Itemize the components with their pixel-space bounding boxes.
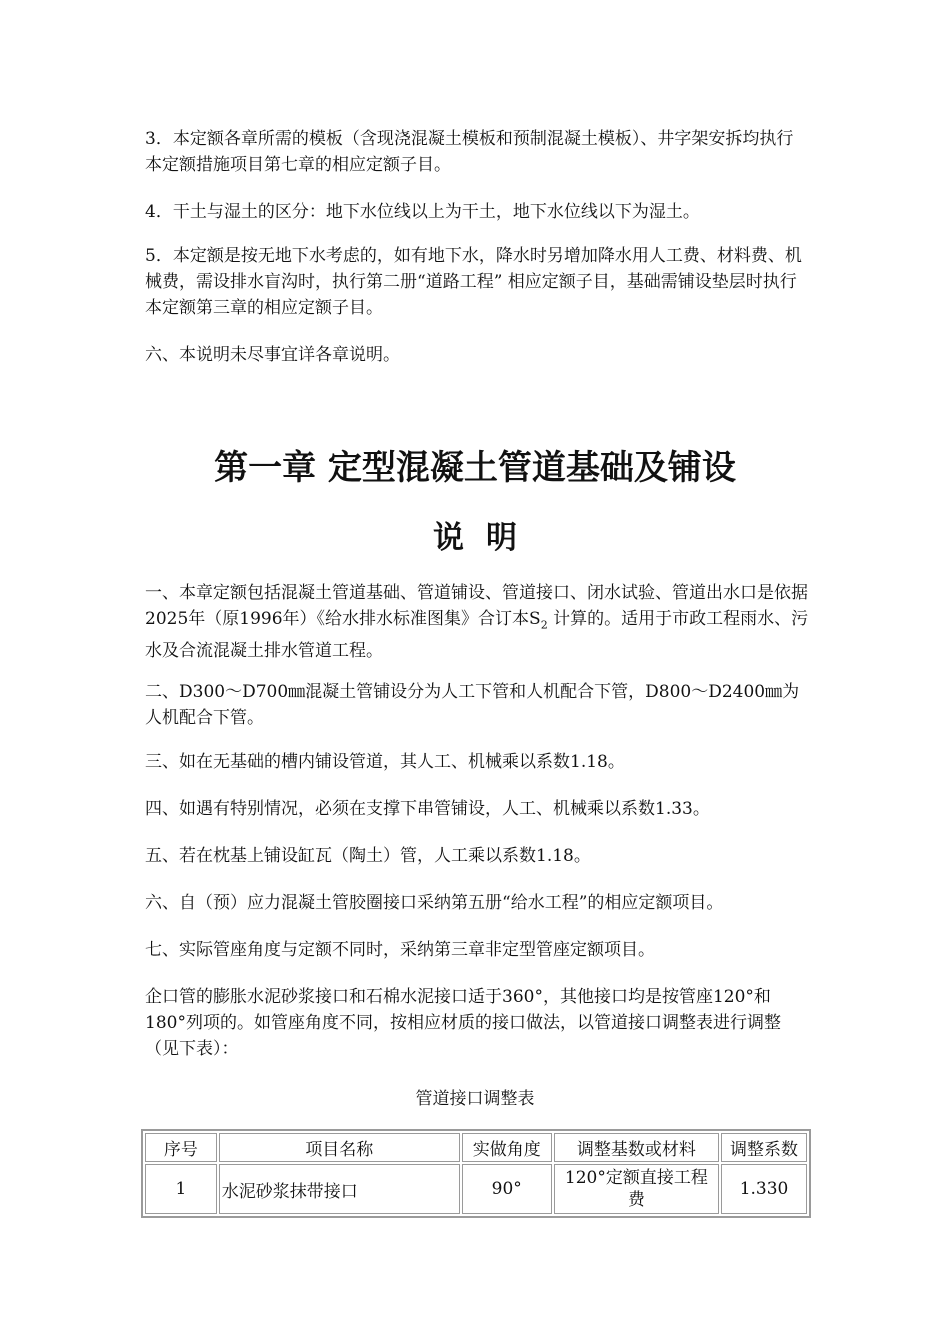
header-angle: 实做角度 — [462, 1133, 552, 1162]
table-header-row — [145, 1133, 807, 1162]
paragraph-item-5: 5．本定额是按无地下水考虑的，如有地下水，降水时另增加降水用人工费、材料费、机械费，需设排水盲沟时，执行第二册“道路工程” 相应定额子目，基础需铺设垫层时执行本定额第三章的相应定额子目。 — [145, 246, 802, 318]
section-subtitle: 说明 — [433, 520, 539, 556]
header-index: 序号 — [145, 1133, 217, 1162]
header-item-name: 项目名称 — [219, 1133, 460, 1162]
paragraph-item-6: 六、本说明未尽事宜详各章说明。 — [145, 345, 400, 365]
explanation-item-5: 五、若在枕基上铺设缸瓦（陶土）管，人工乘以系数1.18。 — [145, 846, 591, 866]
explanation-item-6: 六、自（预）应力混凝土管胶圈接口采纳第五册“给水工程”的相应定额项目。 — [145, 893, 724, 913]
adjustment-table — [141, 1129, 811, 1218]
header-base: 调整基数或材料 — [554, 1133, 719, 1162]
cell-item-name: 水泥砂浆抹带接口 — [219, 1164, 460, 1214]
cell-angle: 90° — [462, 1164, 552, 1214]
chapter-title: 第一章 定型混凝土管道基础及铺设 — [214, 448, 736, 488]
explanation-note: 企口管的膨胀水泥砂浆接口和石棉水泥接口适于360°，其他接口均是按管座120°和180°列项的。如管座角度不同，按相应材质的接口做法，以管道接口调整表进行调整（见下表）： — [145, 987, 781, 1059]
explanation-item-7: 七、实际管座角度与定额不同时，采纳第三章非定型管座定额项目。 — [145, 940, 655, 960]
explanation-item-1 — [145, 580, 810, 664]
cell-coefficient: 1.330 — [721, 1164, 807, 1214]
cell-index: 1 — [145, 1164, 217, 1214]
explanation-item-3: 三、如在无基础的槽内铺设管道，其人工、机械乘以系数1.18。 — [145, 752, 625, 772]
explanation-item-4: 四、如遇有特别情况，必须在支撑下串管铺设，人工、机械乘以系数1.33。 — [145, 799, 710, 819]
paragraph-item-4: 4．干土与湿土的区分：地下水位线以上为干土，地下水位线以下为湿土。 — [145, 202, 700, 222]
header-coefficient: 调整系数 — [721, 1133, 807, 1162]
explanation-item-2: 二、D300～D700㎜混凝土管铺设分为人工下管和人机配合下管，D800～D2400㎜为人机配合下管。 — [145, 682, 800, 728]
table-row — [145, 1164, 807, 1214]
table-caption: 管道接口调整表 — [415, 1089, 535, 1109]
explanation-item-1-part-a: 一、本章定额包括混凝土管道基础、管道铺设、管道接口、闭水试验、管道出水口是依据2025年（原1996年）《给水排水标准图集》合订本S — [145, 583, 808, 629]
paragraph-item-3: 3．本定额各章所需的模板（含现浇混凝土模板和预制混凝土模板）、井字架安拆均执行本定额措施项目第七章的相应定额子目。 — [145, 129, 794, 175]
explanation-item-1-part-b: 计算的。适用于市政工程雨水、污水及合流混凝土排水管道工程。 — [145, 609, 809, 662]
cell-base: 120°定额直接工程费 — [554, 1164, 719, 1214]
subscript-2: 2 — [540, 618, 548, 632]
